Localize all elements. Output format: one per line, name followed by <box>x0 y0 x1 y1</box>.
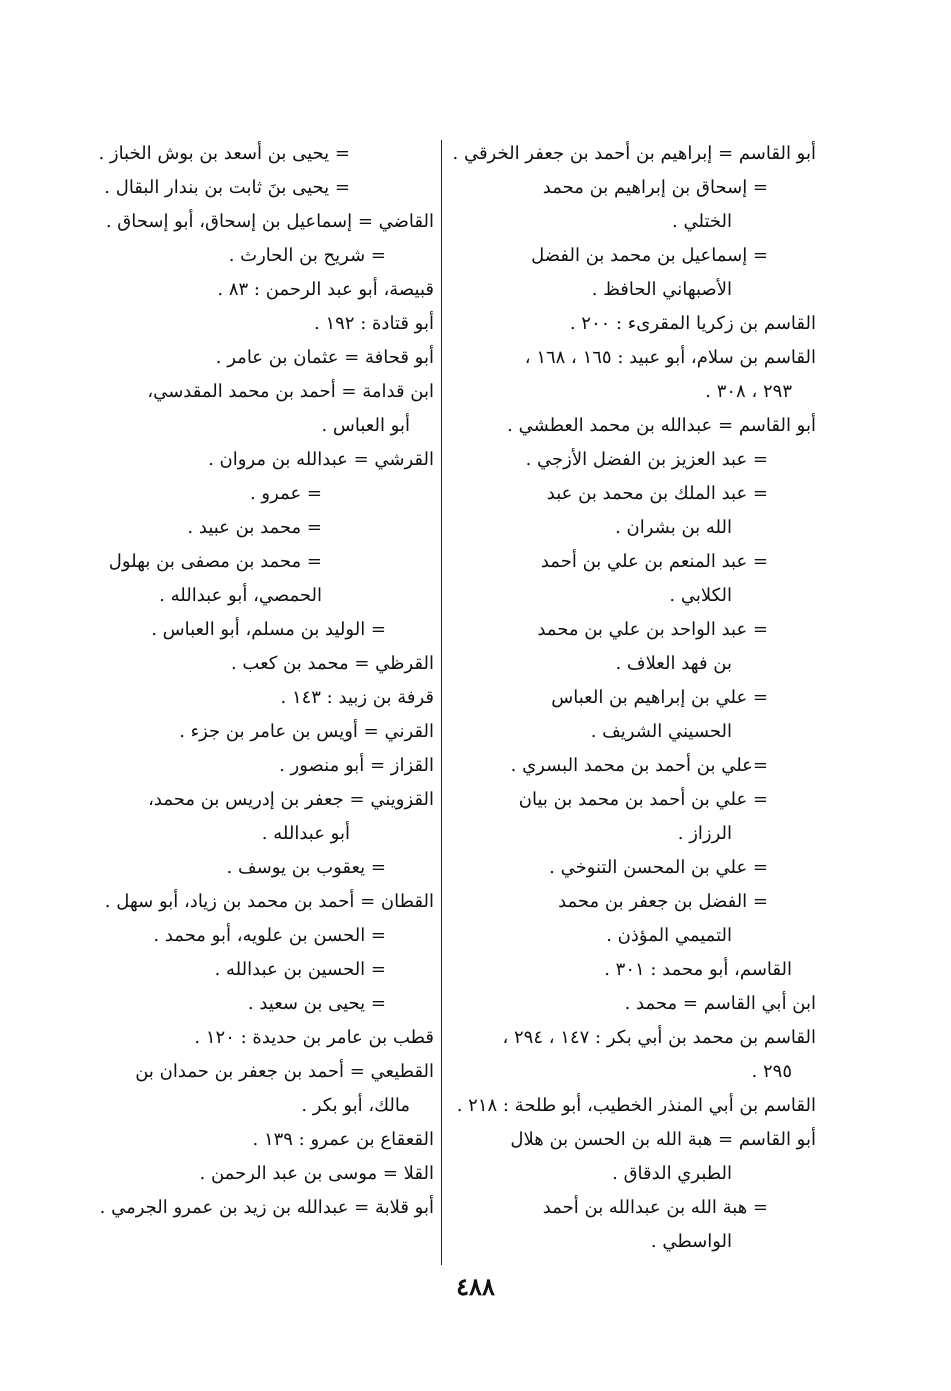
index-entry-line: بن فهد العلاف . <box>615 653 732 674</box>
index-entry-line: = يحيى بنَ ثابت بن بندار البقال . <box>104 177 350 198</box>
index-entry-line: الحسيني الشريف . <box>590 721 732 742</box>
index-entry-line: قبيصة، أبو عبد الرحمن : ٨٣ . <box>217 279 434 300</box>
index-entry-line: أبو قحافة = عثمان بن عامر . <box>215 347 434 368</box>
index-entry-line: = الوليد بن مسلم، أبو العباس . <box>151 619 386 640</box>
index-entry-line: = علي بن إبراهيم بن العباس <box>551 687 768 708</box>
index-entry-line: = عبد المنعم بن علي بن أحمد <box>540 551 768 572</box>
index-entry-line: القطان = أحمد بن محمد بن زياد، أبو سهل . <box>104 891 434 912</box>
index-entry-line: = عبد العزيز بن الفضل الأزجي . <box>525 449 768 470</box>
index-entry-line: = الحسن بن علويه، أبو محمد . <box>153 925 386 946</box>
index-entry-line: أبو القاسم = إبراهيم بن أحمد بن جعفر الخرقي . <box>452 143 816 164</box>
index-entry-line: = يحيى بن سعيد . <box>247 993 386 1014</box>
index-column-left <box>72 137 434 1225</box>
index-entry-line: القرظي = محمد بن كعب . <box>230 653 434 674</box>
index-entry-line: الرزاز . <box>677 823 732 844</box>
index-entry-line: = عبد الواحد بن علي بن محمد <box>537 619 768 640</box>
index-entry-line: أبو قتادة : ١٩٢ . <box>314 313 434 334</box>
index-entry-line: = شريح بن الحارث . <box>228 245 386 266</box>
index-entry-line: =علي بن أحمد بن محمد البسري . <box>510 755 768 776</box>
index-entry-line: القاسم بن أبي المنذر الخطيب، أبو طلحة : ٢١٨ . <box>456 1095 816 1116</box>
index-entry-line: القاسم بن زكريا المقرىء : ٢٠٠ . <box>569 313 816 334</box>
index-entry-line: الواسطي . <box>650 1231 732 1252</box>
index-entry-line: القاسم بن محمد بن أبي بكر : ١٤٧ ، ٢٩٤ ، <box>502 1027 816 1048</box>
index-entry-line: = عبد الملك بن محمد بن عبد <box>546 483 768 504</box>
index-entry-line: القاسم بن سلام، أبو عبيد : ١٦٥ ، ١٦٨ ، <box>524 347 816 368</box>
index-entry-line: القزاز = أبو منصور . <box>279 755 434 776</box>
index-column-right <box>452 137 816 1259</box>
index-entry-line: القلا = موسى بن عبد الرحمن . <box>199 1163 434 1184</box>
index-entry-line: = هبة الله بن عبدالله بن أحمد <box>542 1197 768 1218</box>
page-number: ٤٨٨ <box>456 1272 495 1301</box>
index-entry-line: = إسحاق بن إبراهيم بن محمد <box>542 177 768 198</box>
index-entry-line: أبو القاسم = عبدالله بن محمد العطشي . <box>507 415 816 436</box>
index-entry-line: القاسم، أبو محمد : ٣٠١ . <box>604 959 792 980</box>
index-entry-line: = محمد بن مصفى بن بهلول <box>108 551 322 572</box>
index-entry-line: القزويني = جعفر بن إدريس بن محمد، <box>148 789 434 810</box>
index-entry-line: = علي بن المحسن التنوخي . <box>549 857 768 878</box>
index-entry-line: الطبري الدقاق . <box>612 1163 732 1184</box>
index-entry-line: القرني = أويس بن عامر بن جزء . <box>179 721 434 742</box>
index-entry-line: أبو عبدالله . <box>261 823 350 844</box>
index-entry-line: = يعقوب بن يوسف . <box>226 857 386 878</box>
index-entry-line: القعقاع بن عمرو : ١٣٩ . <box>252 1129 434 1150</box>
index-entry-line: = الفضل بن جعفر بن محمد <box>558 891 768 912</box>
index-entry-line: مالك، أبو بكر . <box>301 1095 410 1116</box>
index-entry-line: القاضي = إسماعيل بن إسحاق، أبو إسحاق . <box>105 211 434 232</box>
index-entry-line: الأصبهاني الحافظ . <box>591 279 732 300</box>
index-entry-line: الختلي . <box>672 211 732 232</box>
index-entry-line: القطيعي = أحمد بن جعفر بن حمدان بن <box>135 1061 434 1082</box>
index-entry-line: = الحسين بن عبدالله . <box>214 959 386 980</box>
index-entry-line: أبو العباس . <box>321 415 410 436</box>
index-entry-line: ٢٩٣ ، ٣٠٨ . <box>705 381 792 402</box>
index-entry-line: ابن قدامة = أحمد بن محمد المقدسي، <box>147 381 434 402</box>
index-entry-line: = إسماعيل بن محمد بن الفضل <box>531 245 768 266</box>
column-divider <box>441 140 442 1265</box>
index-entry-line: = يحيى بن أسعد بن بوش الخباز . <box>98 143 350 164</box>
index-entry-line: قرفة بن زبيد : ١٤٣ . <box>280 687 434 708</box>
index-entry-line: قطب بن عامر بن حديدة : ١٢٠ . <box>194 1027 434 1048</box>
index-entry-line: = علي بن أحمد بن محمد بن بيان <box>518 789 768 810</box>
index-entry-line: أبو القاسم = هبة الله بن الحسن بن هلال <box>510 1129 816 1150</box>
index-entry-line: = محمد بن عبيد . <box>187 517 322 538</box>
index-entry-line: الله بن بشران . <box>615 517 732 538</box>
index-entry-line: = عمرو . <box>249 483 322 504</box>
index-entry-line: القرشي = عبدالله بن مروان . <box>208 449 434 470</box>
index-entry-line: أبو قلابة = عبدالله بن زيد بن عمرو الجرمي . <box>99 1197 434 1218</box>
index-entry-line: التميمي المؤذن . <box>606 925 732 946</box>
index-entry-line: الكلابي . <box>669 585 732 606</box>
index-entry-line: ٢٩٥ . <box>751 1061 792 1082</box>
index-entry-line: الحمصي، أبو عبدالله . <box>159 585 322 606</box>
index-entry-line: ابن أبي القاسم = محمد . <box>624 993 816 1014</box>
